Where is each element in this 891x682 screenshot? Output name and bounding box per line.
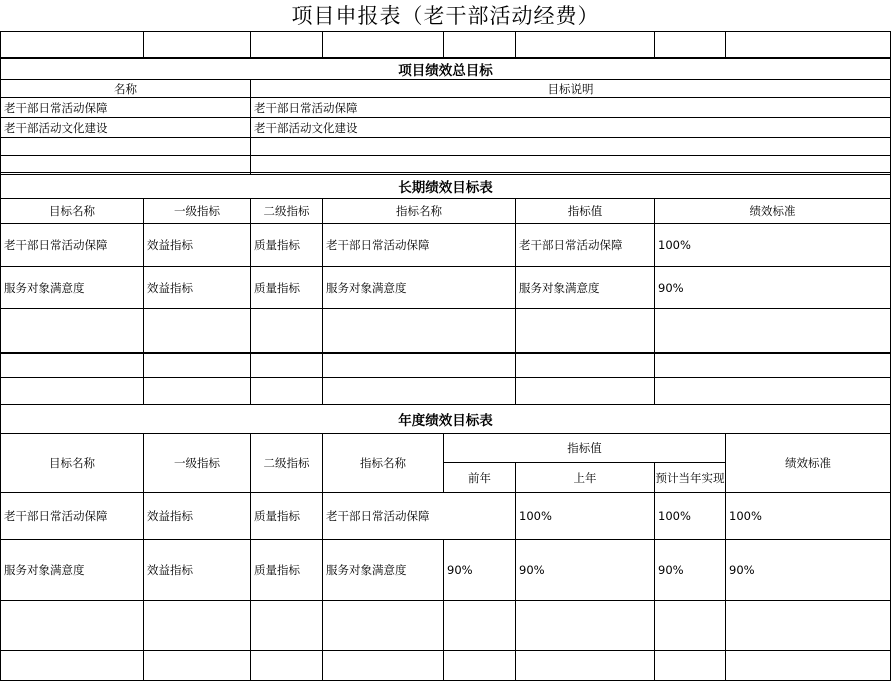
cell[interactable] bbox=[516, 32, 655, 58]
cell[interactable] bbox=[251, 32, 323, 58]
empty-cell[interactable] bbox=[251, 378, 323, 405]
data-cell[interactable]: 服务对象满意度 bbox=[1, 267, 144, 309]
data-cell[interactable]: 质量指标 bbox=[251, 224, 323, 267]
data-cell[interactable]: 服务对象满意度 bbox=[516, 267, 655, 309]
empty-cell[interactable] bbox=[655, 353, 891, 378]
empty-cell[interactable] bbox=[444, 601, 516, 651]
column-header: 绩效标准 bbox=[726, 434, 891, 493]
empty-cell[interactable] bbox=[726, 601, 891, 651]
empty-cell[interactable] bbox=[1, 651, 144, 681]
empty-cell[interactable] bbox=[655, 651, 726, 681]
empty-cell[interactable] bbox=[444, 651, 516, 681]
cell[interactable] bbox=[444, 32, 516, 58]
empty-cell[interactable] bbox=[655, 378, 891, 405]
target-name-cell[interactable]: 老干部活动文化建设 bbox=[1, 118, 251, 138]
data-cell[interactable]: 效益指标 bbox=[144, 267, 251, 309]
data-cell[interactable]: 100% bbox=[655, 493, 726, 540]
empty-cell[interactable] bbox=[1, 138, 251, 156]
column-header: 上年 bbox=[516, 463, 655, 493]
column-header: 指标名称 bbox=[323, 199, 516, 224]
empty-cell[interactable] bbox=[1, 353, 144, 378]
empty-cell[interactable] bbox=[655, 601, 726, 651]
data-cell[interactable]: 老干部日常活动保障 bbox=[323, 224, 516, 267]
cell[interactable] bbox=[1, 32, 144, 58]
cell[interactable] bbox=[655, 32, 726, 58]
column-header: 目标名称 bbox=[1, 434, 144, 493]
data-cell[interactable]: 90% bbox=[516, 540, 655, 601]
data-cell[interactable]: 服务对象满意度 bbox=[1, 540, 144, 601]
empty-cell[interactable] bbox=[516, 601, 655, 651]
column-header: 目标名称 bbox=[1, 199, 144, 224]
target-description-cell[interactable]: 老干部日常活动保障 bbox=[251, 98, 891, 118]
data-cell[interactable]: 90% bbox=[655, 540, 726, 601]
data-cell[interactable]: 效益指标 bbox=[144, 540, 251, 601]
data-cell[interactable]: 90% bbox=[655, 267, 891, 309]
data-cell[interactable]: 效益指标 bbox=[144, 224, 251, 267]
column-header: 一级指标 bbox=[144, 199, 251, 224]
empty-cell[interactable] bbox=[251, 651, 323, 681]
overall-target-table bbox=[0, 58, 891, 175]
column-header: 指标值 bbox=[444, 434, 726, 463]
column-header-name: 名称 bbox=[1, 80, 251, 98]
section-heading-overall: 项目绩效总目标 bbox=[1, 59, 891, 80]
data-cell[interactable]: 100% bbox=[726, 493, 891, 540]
column-header: 指标值 bbox=[516, 199, 655, 224]
empty-cell[interactable] bbox=[323, 651, 444, 681]
data-cell[interactable]: 老干部日常活动保障 bbox=[516, 224, 655, 267]
target-description-cell[interactable]: 老干部活动文化建设 bbox=[251, 118, 891, 138]
data-cell[interactable]: 90% bbox=[444, 540, 516, 601]
empty-cell[interactable] bbox=[144, 309, 251, 353]
data-cell[interactable]: 100% bbox=[655, 224, 891, 267]
column-header: 一级指标 bbox=[144, 434, 251, 493]
empty-cell[interactable] bbox=[516, 651, 655, 681]
empty-cell[interactable] bbox=[251, 353, 323, 378]
column-header: 绩效标准 bbox=[655, 199, 891, 224]
empty-cell[interactable] bbox=[1, 601, 144, 651]
column-header: 二级指标 bbox=[251, 434, 323, 493]
empty-cell[interactable] bbox=[251, 601, 323, 651]
empty-cell[interactable] bbox=[516, 378, 655, 405]
data-cell[interactable]: 效益指标 bbox=[144, 493, 251, 540]
data-cell[interactable]: 老干部日常活动保障 bbox=[323, 493, 516, 540]
empty-cell[interactable] bbox=[144, 601, 251, 651]
empty-cell[interactable] bbox=[251, 309, 323, 353]
empty-cell[interactable] bbox=[323, 309, 516, 353]
empty-cell[interactable] bbox=[144, 378, 251, 405]
data-cell[interactable]: 质量指标 bbox=[251, 540, 323, 601]
empty-cell[interactable] bbox=[726, 651, 891, 681]
section-heading-annual: 年度绩效目标表 bbox=[1, 405, 891, 434]
data-cell[interactable]: 服务对象满意度 bbox=[323, 267, 516, 309]
page-title: 项目申报表（老干部活动经费） bbox=[291, 4, 600, 28]
column-header: 预计当年实现 bbox=[655, 463, 726, 493]
section-heading-long-term: 长期绩效目标表 bbox=[1, 173, 891, 199]
annual-target-table bbox=[0, 404, 891, 681]
column-header: 指标名称 bbox=[323, 434, 444, 493]
empty-cell[interactable] bbox=[1, 378, 144, 405]
long-term-target-table bbox=[0, 172, 891, 405]
cell[interactable] bbox=[144, 32, 251, 58]
empty-cell[interactable] bbox=[516, 309, 655, 353]
target-name-cell[interactable]: 老干部日常活动保障 bbox=[1, 98, 251, 118]
blank-header-row bbox=[0, 31, 891, 58]
empty-cell[interactable] bbox=[655, 309, 891, 353]
data-cell[interactable]: 服务对象满意度 bbox=[323, 540, 444, 601]
column-header: 前年 bbox=[444, 463, 516, 493]
empty-cell[interactable] bbox=[323, 601, 444, 651]
empty-cell[interactable] bbox=[251, 138, 891, 156]
cell[interactable] bbox=[726, 32, 891, 58]
data-cell[interactable]: 100% bbox=[516, 493, 655, 540]
data-cell[interactable]: 90% bbox=[726, 540, 891, 601]
column-header: 二级指标 bbox=[251, 199, 323, 224]
cell[interactable] bbox=[323, 32, 444, 58]
data-cell[interactable]: 质量指标 bbox=[251, 493, 323, 540]
column-header-description: 目标说明 bbox=[251, 80, 891, 98]
data-cell[interactable]: 老干部日常活动保障 bbox=[1, 493, 144, 540]
empty-cell[interactable] bbox=[516, 353, 655, 378]
empty-cell[interactable] bbox=[144, 353, 251, 378]
data-cell[interactable]: 质量指标 bbox=[251, 267, 323, 309]
data-cell[interactable]: 老干部日常活动保障 bbox=[1, 224, 144, 267]
empty-cell[interactable] bbox=[1, 309, 144, 353]
empty-cell[interactable] bbox=[144, 651, 251, 681]
empty-cell[interactable] bbox=[323, 353, 516, 378]
empty-cell[interactable] bbox=[323, 378, 516, 405]
